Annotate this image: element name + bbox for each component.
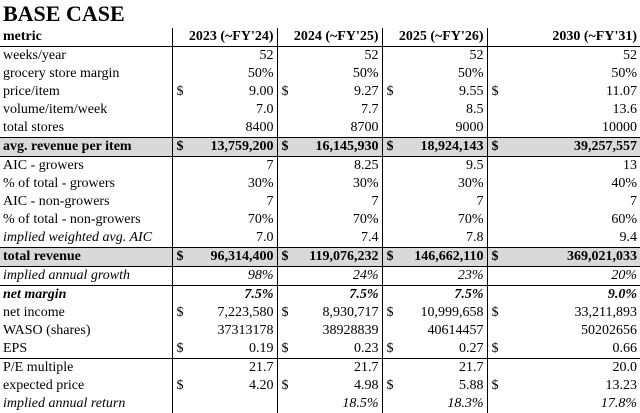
cell-value: 7.8 <box>466 230 484 245</box>
cell-value: 0.23 <box>295 340 382 359</box>
currency-symbol <box>172 101 190 119</box>
currency-symbol <box>487 322 505 340</box>
currency-symbol: $ <box>172 138 190 157</box>
cell-value: 0.66 <box>505 340 640 359</box>
cell-value: 70% <box>247 212 274 227</box>
cell-value: 50% <box>247 66 274 81</box>
cell-value: 13 <box>623 158 637 173</box>
cell-value: 18.3% <box>447 396 484 411</box>
currency-symbol: $ <box>382 248 400 267</box>
cell-value: 18,924,143 <box>400 138 487 157</box>
currency-symbol <box>382 65 400 83</box>
cell-value: 11.07 <box>606 84 637 99</box>
currency-symbol <box>277 359 295 378</box>
currency-symbol: $ <box>172 304 190 322</box>
header-2030: 2030 (~FY'31) <box>487 28 640 47</box>
table-row <box>0 286 640 305</box>
currency-symbol: $ <box>277 138 295 157</box>
cell-value: 8700 <box>350 120 379 135</box>
table-row <box>0 157 640 176</box>
currency-symbol <box>382 286 400 305</box>
cell-value: 52 <box>623 48 637 63</box>
currency-symbol: $ <box>277 377 295 395</box>
table-row <box>0 138 640 157</box>
row-label: AIC - growers <box>3 158 84 173</box>
currency-symbol <box>382 101 400 119</box>
table-row <box>0 322 640 340</box>
currency-symbol: $ <box>172 377 190 395</box>
cell-value: 60% <box>611 212 637 227</box>
currency-symbol: $ <box>172 248 190 267</box>
currency-symbol: $ <box>382 377 400 395</box>
cell-value: 70% <box>352 212 379 227</box>
cell-value: 4.20 <box>249 378 274 393</box>
cell-value: 7.5% <box>295 286 382 305</box>
cell-value: 9.5 <box>466 158 484 173</box>
row-label: implied annual return <box>3 396 126 411</box>
cell-value: 10000 <box>602 120 637 135</box>
cell-value: 119,076,232 <box>295 248 382 267</box>
currency-symbol <box>172 229 190 248</box>
cell-value: 8400 <box>245 120 274 135</box>
cell-value: 21.7 <box>459 360 484 375</box>
cell-value: 50% <box>457 66 484 81</box>
cell-value: 7 <box>266 158 274 173</box>
currency-symbol: $ <box>277 340 295 359</box>
header-2025: 2025 (~FY'26) <box>382 28 487 47</box>
cell-value: 7.4 <box>361 230 379 245</box>
currency-symbol <box>487 47 505 66</box>
currency-symbol <box>382 175 400 193</box>
currency-symbol <box>172 322 190 340</box>
currency-symbol <box>382 47 400 66</box>
row-label: total revenue <box>0 248 172 267</box>
cell-value: 40614457 <box>427 323 484 338</box>
cell-value: 9.4 <box>619 230 637 245</box>
currency-symbol: $ <box>382 138 400 157</box>
row-label: price/item <box>3 84 60 99</box>
currency-symbol <box>277 229 295 248</box>
cell-value: 7 <box>630 194 637 209</box>
cell-value: 9.00 <box>249 84 274 99</box>
cell-value: 7.5% <box>190 286 277 305</box>
cell-value: 96,314,400 <box>190 248 277 267</box>
currency-symbol <box>172 65 190 83</box>
row-label: net margin <box>0 286 172 305</box>
currency-symbol: $ <box>382 304 400 322</box>
currency-symbol <box>487 65 505 83</box>
cell-value: 9.27 <box>354 84 379 99</box>
row-label: expected price <box>3 378 85 393</box>
currency-symbol: $ <box>382 340 400 359</box>
currency-symbol <box>277 286 295 305</box>
row-label: EPS <box>0 340 172 359</box>
currency-symbol <box>487 101 505 119</box>
currency-symbol <box>172 211 190 229</box>
table-row <box>0 340 640 359</box>
currency-symbol <box>382 267 400 286</box>
currency-symbol <box>277 211 295 229</box>
currency-symbol <box>172 119 190 138</box>
cell-value: 0.27 <box>400 340 487 359</box>
currency-symbol <box>382 119 400 138</box>
row-label: WASO (shares) <box>3 323 91 338</box>
currency-symbol <box>487 119 505 138</box>
cell-value: 0.19 <box>190 340 277 359</box>
currency-symbol <box>382 359 400 378</box>
cell-value: 39,257,557 <box>505 138 640 157</box>
row-label: implied annual growth <box>3 268 131 283</box>
header-2024: 2024 (~FY'25) <box>277 28 382 47</box>
row-label: implied weighted avg. AIC <box>3 230 153 245</box>
currency-symbol <box>382 322 400 340</box>
cell-value: 7.0 <box>256 230 274 245</box>
cell-value: 70% <box>457 212 484 227</box>
currency-symbol <box>172 395 190 413</box>
cell-value: 23% <box>457 268 484 283</box>
cell-value: 369,021,033 <box>505 248 640 267</box>
cell-value: 13,759,200 <box>190 138 277 157</box>
currency-symbol: $ <box>172 340 190 359</box>
table-row <box>0 267 640 286</box>
cell-value: 8,930,717 <box>322 305 379 320</box>
row-label: net income <box>3 305 65 320</box>
cell-value: 33,211,893 <box>574 305 637 320</box>
currency-symbol <box>172 193 190 211</box>
row-label: grocery store margin <box>3 66 120 81</box>
base-case-table <box>0 28 640 413</box>
cell-value: 7 <box>476 194 484 209</box>
table-row <box>0 248 640 267</box>
cell-value: 21.7 <box>354 360 379 375</box>
cell-value: 7 <box>266 194 274 209</box>
currency-symbol <box>172 175 190 193</box>
table-row <box>0 175 640 193</box>
currency-symbol <box>277 175 295 193</box>
table-row <box>0 193 640 211</box>
cell-value: 37313178 <box>217 323 274 338</box>
currency-symbol: $ <box>487 340 505 359</box>
currency-symbol <box>487 229 505 248</box>
table-row <box>0 83 640 101</box>
currency-symbol <box>277 157 295 176</box>
cell-value: 9000 <box>455 120 484 135</box>
table-row <box>0 119 640 138</box>
row-label: volume/item/week <box>3 102 108 117</box>
currency-symbol <box>277 47 295 66</box>
row-label: AIC - non-growers <box>3 194 110 209</box>
cell-value: 98% <box>247 268 274 283</box>
cell-value: 30% <box>247 176 274 191</box>
currency-symbol: $ <box>487 83 505 101</box>
row-label: avg. revenue per item <box>0 138 172 157</box>
currency-symbol <box>382 229 400 248</box>
cell-value: 21.7 <box>249 360 274 375</box>
cell-value: 40% <box>611 176 637 191</box>
row-label: weeks/year <box>3 48 66 63</box>
header-2023: 2023 (~FY'24) <box>172 28 277 47</box>
cell-value: 30% <box>352 176 379 191</box>
currency-symbol: $ <box>382 83 400 101</box>
header-row <box>0 28 640 47</box>
currency-symbol <box>277 193 295 211</box>
table-row <box>0 101 640 119</box>
cell-value: 9.55 <box>459 84 484 99</box>
cell-value: 10,999,658 <box>420 305 484 320</box>
cell-value: 7.5% <box>400 286 487 305</box>
cell-value: 24% <box>352 268 379 283</box>
currency-symbol <box>487 395 505 413</box>
currency-symbol <box>172 267 190 286</box>
currency-symbol: $ <box>172 83 190 101</box>
table-row <box>0 304 640 322</box>
row-label: total stores <box>3 120 65 135</box>
cell-value: 8.25 <box>354 158 379 173</box>
cell-value: 7 <box>371 194 379 209</box>
currency-symbol <box>487 175 505 193</box>
cell-value: 50% <box>352 66 379 81</box>
currency-symbol <box>277 65 295 83</box>
cell-value: 50202656 <box>581 323 637 338</box>
currency-symbol: $ <box>277 304 295 322</box>
cell-value: 52 <box>364 48 379 63</box>
currency-symbol <box>172 47 190 66</box>
header-metric: metric <box>0 28 172 47</box>
currency-symbol <box>172 157 190 176</box>
cell-value: 38928839 <box>322 323 379 338</box>
table-row <box>0 65 640 83</box>
cell-value: 30% <box>457 176 484 191</box>
cell-value: 9.0% <box>505 286 640 305</box>
row-label: % of total - growers <box>3 176 115 191</box>
cell-value: 7.0 <box>256 102 274 117</box>
currency-symbol <box>172 359 190 378</box>
cell-value: 20.0 <box>612 360 637 375</box>
currency-symbol <box>382 211 400 229</box>
cell-value: 18.5% <box>342 396 379 411</box>
table-row <box>0 229 640 248</box>
cell-value: 7,223,580 <box>217 305 274 320</box>
currency-symbol: $ <box>487 304 505 322</box>
cell-value: 7.7 <box>361 102 379 117</box>
table-row <box>0 359 640 378</box>
cell-value: 50% <box>611 66 637 81</box>
sheet-title: BASE CASE <box>3 1 125 26</box>
currency-symbol <box>382 157 400 176</box>
cell-value: 17.8% <box>600 396 637 411</box>
cell-value: 146,662,110 <box>400 248 487 267</box>
currency-symbol <box>172 286 190 305</box>
currency-symbol: $ <box>277 83 295 101</box>
row-label: % of total - non-growers <box>3 212 141 227</box>
currency-symbol <box>277 322 295 340</box>
currency-symbol <box>277 395 295 413</box>
table-row <box>0 395 640 413</box>
currency-symbol: $ <box>487 248 505 267</box>
cell-value <box>190 395 277 413</box>
currency-symbol <box>382 395 400 413</box>
currency-symbol: $ <box>487 377 505 395</box>
currency-symbol <box>487 359 505 378</box>
cell-value: 4.98 <box>354 378 379 393</box>
row-label: P/E multiple <box>3 360 74 375</box>
currency-symbol: $ <box>277 248 295 267</box>
table-row <box>0 377 640 395</box>
cell-value: 52 <box>469 48 484 63</box>
cell-value: 5.88 <box>459 378 484 393</box>
currency-symbol <box>277 101 295 119</box>
currency-symbol: $ <box>487 138 505 157</box>
table-row <box>0 211 640 229</box>
currency-symbol <box>487 286 505 305</box>
cell-value: 13.6 <box>612 102 637 117</box>
currency-symbol <box>277 119 295 138</box>
currency-symbol <box>487 267 505 286</box>
table-row <box>0 47 640 66</box>
currency-symbol <box>487 211 505 229</box>
cell-value: 16,145,930 <box>295 138 382 157</box>
currency-symbol <box>487 193 505 211</box>
currency-symbol <box>487 157 505 176</box>
cell-value: 20% <box>611 268 637 283</box>
cell-value: 13.23 <box>605 378 637 393</box>
cell-value: 52 <box>259 48 274 63</box>
cell-value: 8.5 <box>466 102 484 117</box>
currency-symbol <box>382 193 400 211</box>
currency-symbol <box>277 267 295 286</box>
